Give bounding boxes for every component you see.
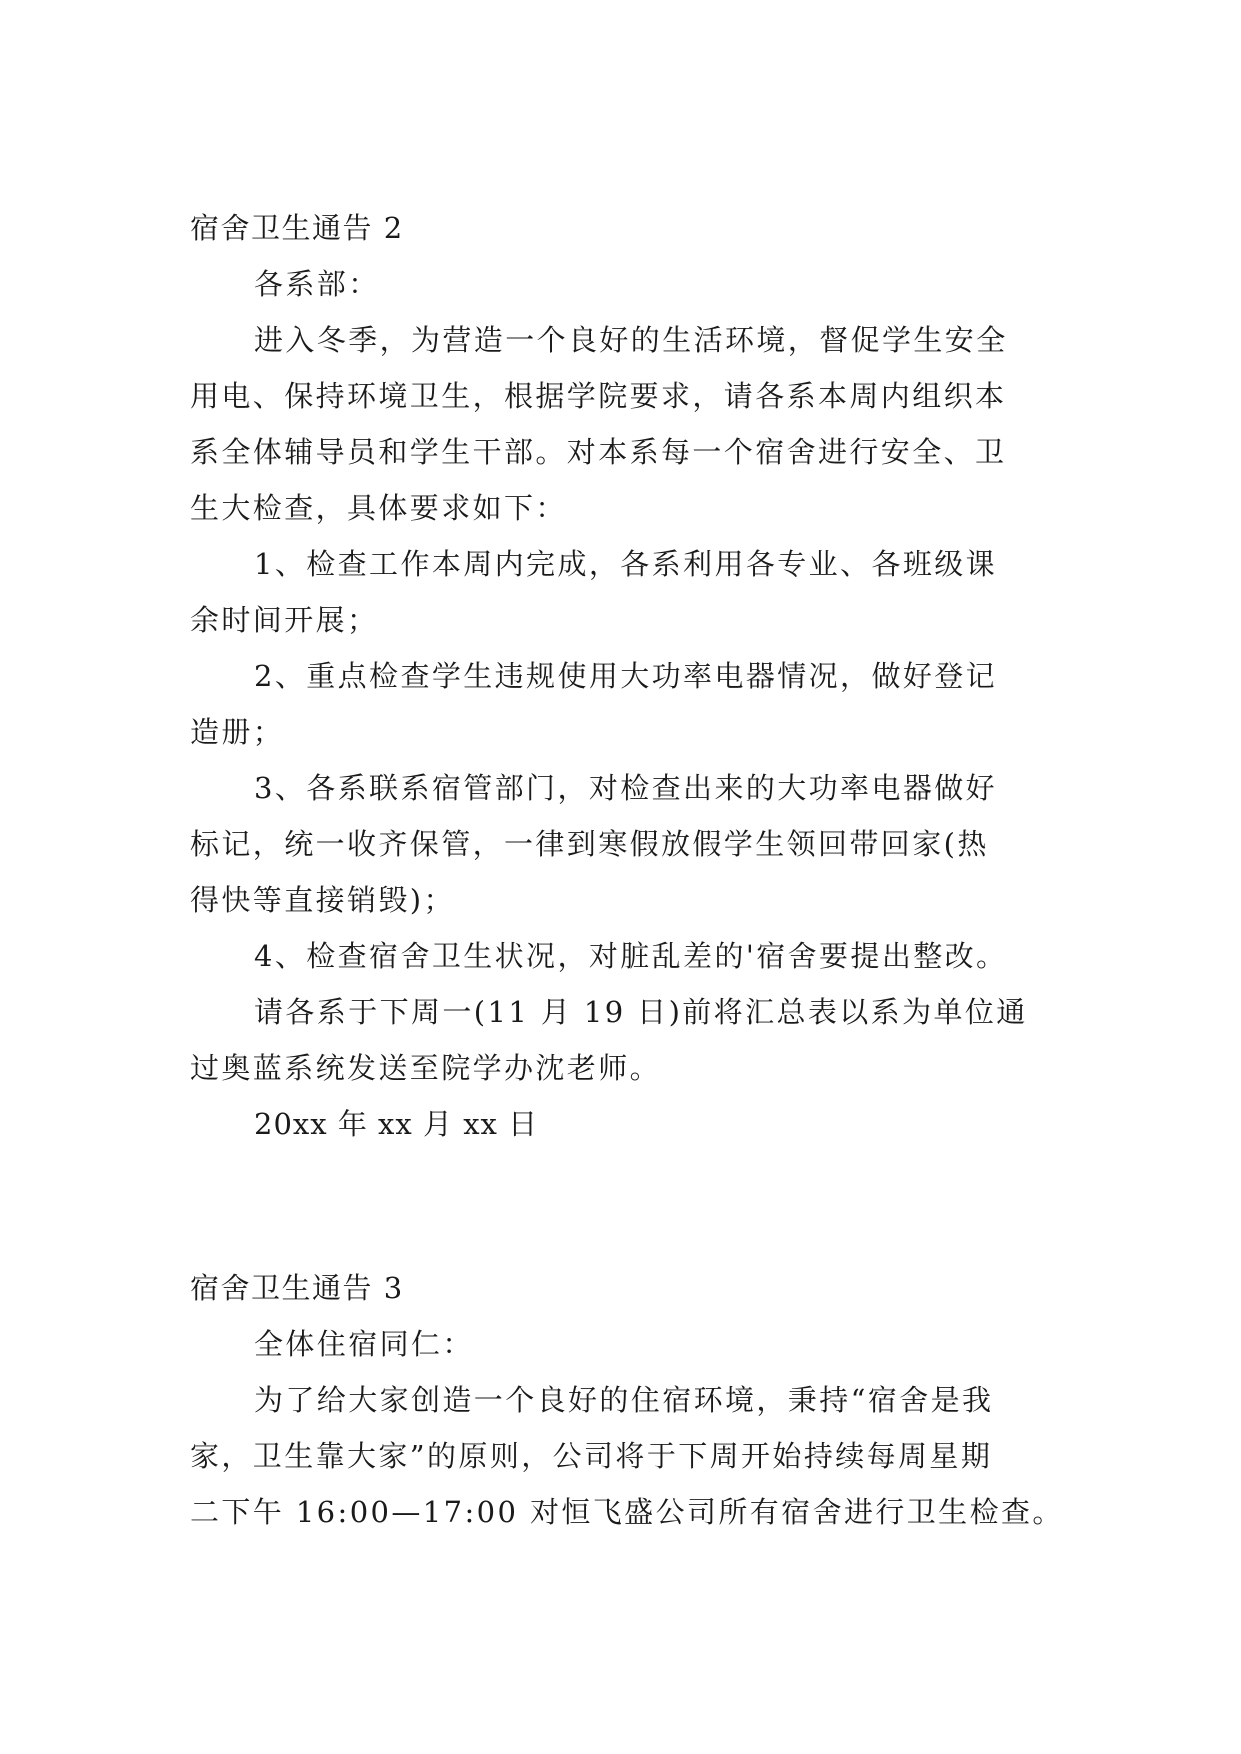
closing-line: 过奥蓝系统发送至院学办沈老师。 bbox=[190, 1051, 662, 1085]
paragraph-line: 家，卫生靠大家”的原则，公司将于下周开始持续每周星期 bbox=[190, 1439, 993, 1473]
closing-line: 请各系于下周一(11 月 19 日)前将汇总表以系为单位通 bbox=[254, 995, 1028, 1029]
notice-section-3 bbox=[190, 1260, 1064, 1540]
salutation: 各系部： bbox=[254, 267, 380, 301]
notice-date: 20xx 年 xx 月 xx 日 bbox=[254, 1107, 539, 1141]
paragraph-line: 二下午 16:00—17:00 对恒飞盛公司所有宿舍进行卫生检查。 bbox=[190, 1495, 1064, 1529]
list-item-3: 3、各系联系宿管部门，对检查出来的大功率电器做好 bbox=[254, 771, 998, 805]
paragraph-line: 系全体辅导员和学生干部。对本系每一个宿舍进行安全、卫 bbox=[190, 435, 1007, 469]
list-item-3-cont: 得快等直接销毁)； bbox=[190, 883, 455, 917]
list-item-1: 1、检查工作本周内完成，各系利用各专业、各班级课 bbox=[254, 547, 998, 581]
list-item-4: 4、检查宿舍卫生状况，对脏乱差的'宿舍要提出整改。 bbox=[254, 939, 1008, 973]
list-item-2-cont: 造册； bbox=[190, 715, 285, 749]
notice-section-2 bbox=[190, 200, 1060, 1152]
paragraph-line: 进入冬季，为营造一个良好的生活环境，督促学生安全 bbox=[254, 323, 1008, 357]
paragraph-line: 用电、保持环境卫生，根据学院要求，请各系本周内组织本 bbox=[190, 379, 1007, 413]
paragraph-line: 为了给大家创造一个良好的住宿环境，秉持“宿舍是我 bbox=[254, 1383, 994, 1417]
notice-title: 宿舍卫生通告 2 bbox=[190, 211, 404, 245]
list-item-2: 2、重点检查学生违规使用大功率电器情况，做好登记 bbox=[254, 659, 998, 693]
notice-title: 宿舍卫生通告 3 bbox=[190, 1271, 404, 1305]
list-item-1-cont: 余时间开展； bbox=[190, 603, 379, 637]
list-item-3-cont: 标记，统一收齐保管，一律到寒假放假学生领回带回家(热 bbox=[190, 827, 989, 861]
paragraph-line: 生大检查，具体要求如下： bbox=[190, 491, 567, 525]
salutation: 全体住宿同仁： bbox=[254, 1327, 474, 1361]
